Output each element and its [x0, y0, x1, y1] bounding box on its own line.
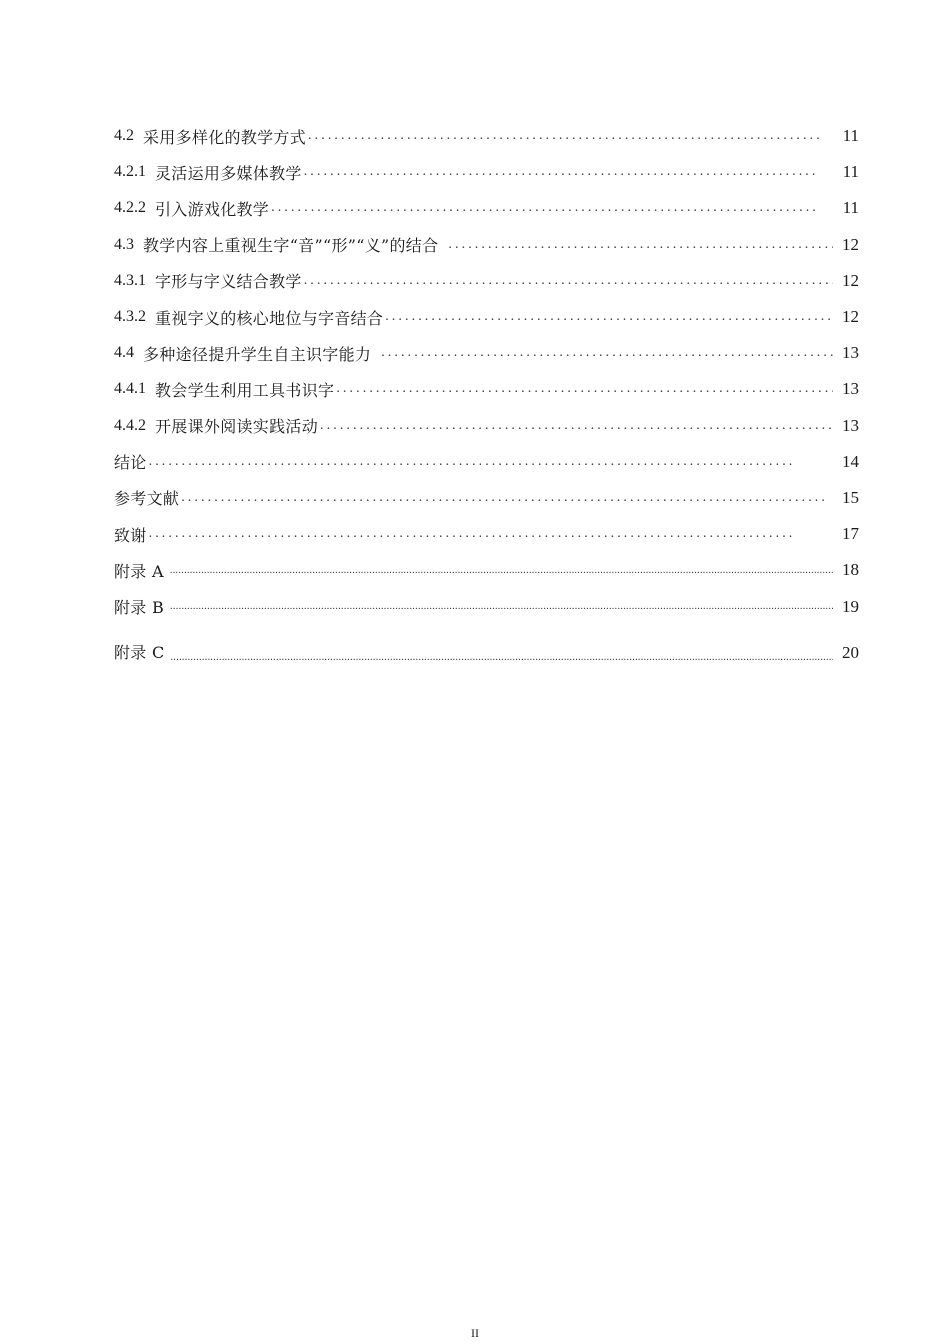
toc-entry-number: 4.2.2 [114, 199, 146, 217]
page-number: II [471, 1326, 479, 1340]
toc-entry-title: 灵活运用多媒体教学 [155, 163, 302, 183]
toc-entry[interactable] [114, 588, 859, 624]
toc-dot-leader [304, 273, 833, 289]
toc-dot-leader [181, 490, 833, 506]
toc-entry-title: 附录 A [114, 561, 164, 581]
toc-dot-leader [171, 652, 833, 663]
toc-entry-number: 4.4.1 [114, 380, 146, 398]
toc-entry[interactable] [114, 299, 859, 335]
toc-entry-number: 4.4 [114, 344, 134, 362]
toc-entry-page: 12 [842, 234, 859, 254]
toc-entry[interactable] [114, 516, 859, 552]
toc-dot-leader [149, 454, 833, 470]
toc-entry-page: 13 [842, 343, 859, 363]
toc-entry-title: 结论 [114, 453, 147, 473]
toc-entry-page: 11 [842, 126, 859, 146]
toc-dot-leader [385, 309, 833, 325]
toc-entry-title: 字形与字义结合教学 [155, 272, 302, 292]
toc-dot-leader [308, 128, 819, 144]
toc-entry[interactable] [114, 227, 859, 263]
toc-entry-number: 4.3.2 [114, 308, 146, 326]
toc-entry-number: 4.2.1 [114, 163, 146, 181]
toc-entry-number: 4.2 [114, 127, 134, 145]
toc-entry-page: 11 [842, 198, 859, 218]
toc-dot-leader [381, 345, 833, 361]
toc-entry-title: 致谢 [114, 525, 147, 545]
toc-entry-page: 17 [842, 524, 859, 544]
toc-entry[interactable] [114, 154, 859, 190]
toc-dot-leader [149, 526, 833, 542]
toc-dot-leader [448, 237, 833, 253]
toc-entry-title: 开展课外阅读实践活动 [155, 417, 319, 437]
toc-entry-title: 教会学生利用工具书识字 [155, 380, 335, 400]
toc-entry[interactable] [114, 408, 859, 444]
toc-dot-leader [304, 164, 819, 180]
toc-entry-title: 教学内容上重视生字“音”“形”“义”的结合 [143, 236, 439, 256]
toc-dot-leader [336, 381, 833, 397]
toc-entry[interactable] [114, 118, 859, 154]
toc-entry-page: 13 [842, 379, 859, 399]
toc-entry-page: 12 [842, 307, 859, 327]
toc-entry-title: 多种途径提升学生自主识字能力 [143, 344, 372, 364]
toc-entry-page: 19 [842, 596, 859, 616]
toc-entry-page: 14 [842, 451, 859, 471]
toc-entry[interactable] [114, 335, 859, 371]
toc-dot-leader [170, 601, 833, 612]
toc-entry-number: 4.3 [114, 235, 134, 253]
toc-entry-number: 4.4.2 [114, 416, 146, 434]
toc-entry-page: 13 [842, 415, 859, 435]
toc-entry-page: 18 [842, 560, 859, 580]
toc-entry[interactable] [114, 263, 859, 299]
toc-dot-leader [170, 565, 833, 576]
toc-entry-title: 引入游戏化教学 [155, 199, 270, 219]
toc-entry[interactable] [114, 625, 859, 667]
toc-entry[interactable] [114, 480, 859, 516]
table-of-contents [114, 118, 859, 667]
toc-entry-page: 11 [842, 162, 859, 182]
toc-entry-page: 20 [842, 642, 859, 662]
toc-entry-title: 采用多样化的教学方式 [143, 127, 307, 147]
toc-entry[interactable] [114, 552, 859, 588]
toc-dot-leader [271, 200, 819, 216]
toc-entry-number: 4.3.1 [114, 271, 146, 289]
toc-dot-leader [320, 418, 833, 434]
toc-entry-title: 附录 B [114, 598, 165, 618]
toc-entry-title: 附录 C [114, 642, 165, 662]
toc-entry-title: 参考文献 [114, 489, 180, 509]
toc-entry-title: 重视字义的核心地位与字音结合 [155, 308, 384, 328]
toc-entry[interactable] [114, 444, 859, 480]
toc-entry-page: 15 [842, 487, 859, 507]
toc-entry-page: 12 [842, 270, 859, 290]
toc-entry[interactable] [114, 371, 859, 407]
toc-entry[interactable] [114, 190, 859, 226]
